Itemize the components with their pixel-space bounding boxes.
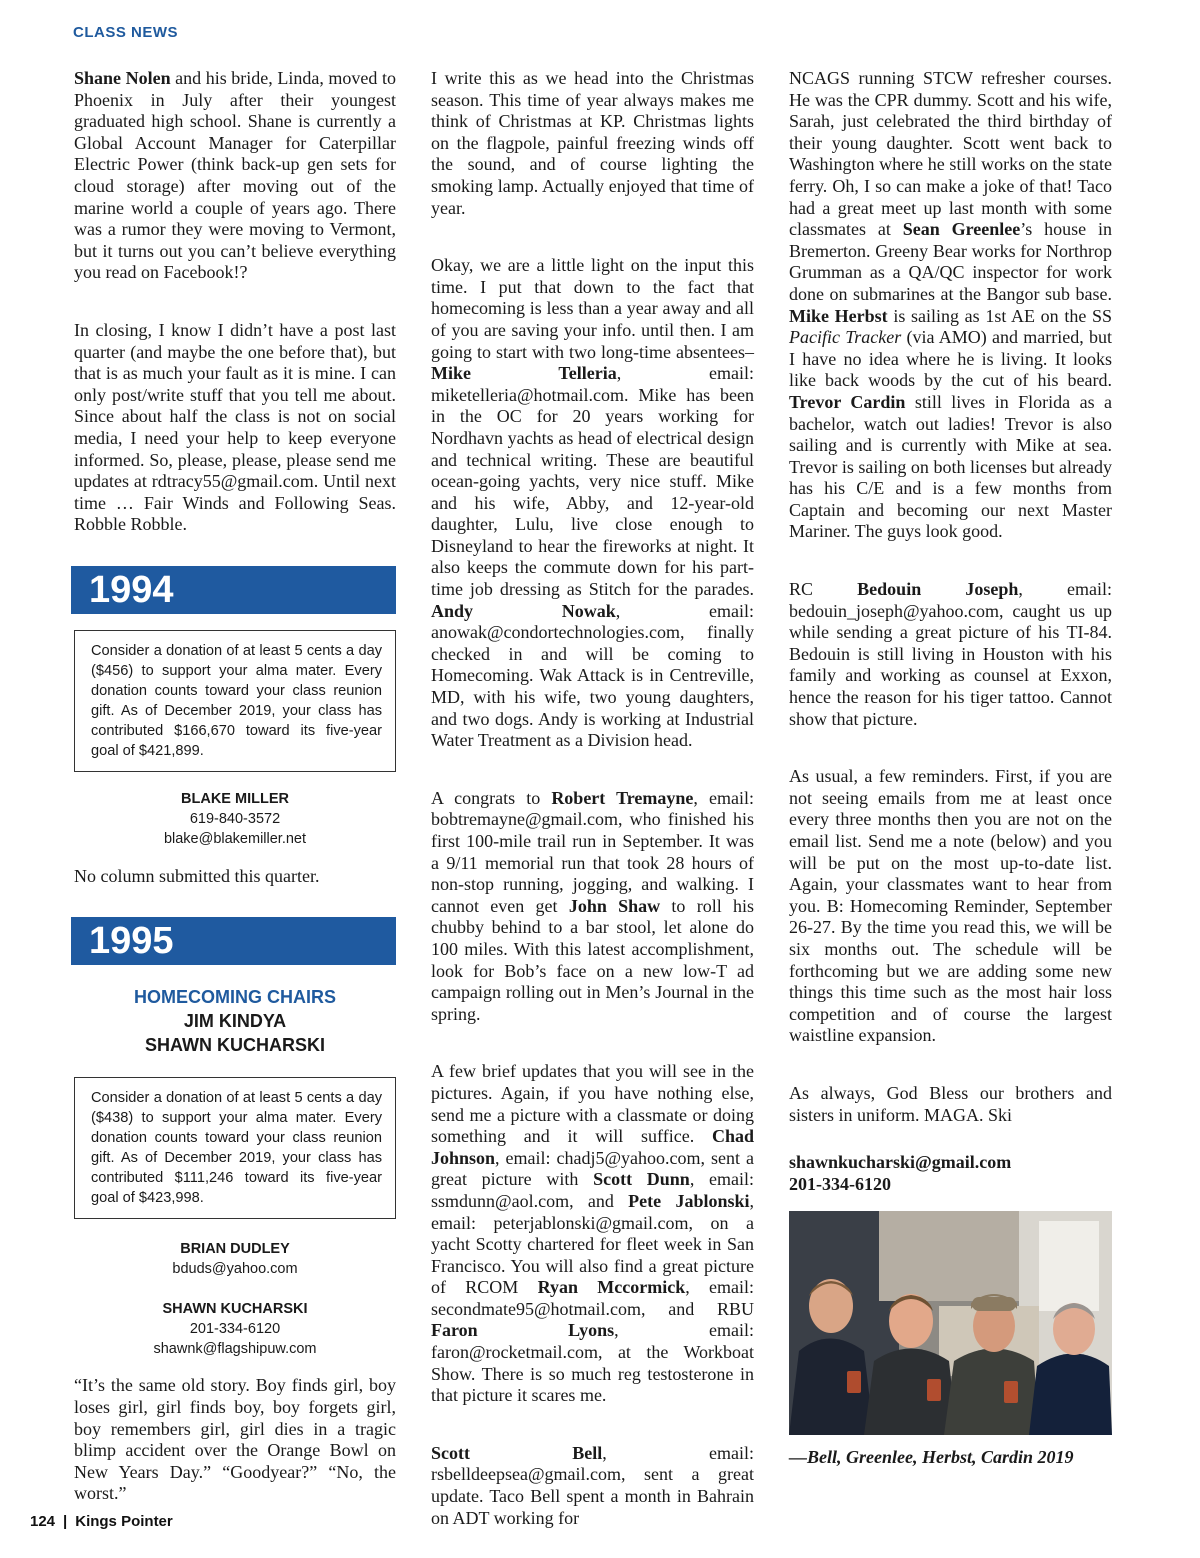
movie-quote: “It’s the same old story. Boy finds girl, boy loses girl, girl finds boy, boy forgets girl, boy remembers girl, girl dies in a tragic blimp accident over the Orange Bowl on New Years Day.” “Goodyear?” “No, the worst.” — [74, 1375, 396, 1504]
paragraph-text: is sailing as 1st AE on the SS — [887, 305, 1113, 326]
paragraph-text: , email: anowak@condortechnologies.com, finally checked in and will be coming to Homecoming. Wak Attack is in Centreville, MD, with his wife, two young daughters, and two dogs. Andy is working at Industrial Water Treatment as a Division head. — [431, 600, 755, 751]
paragraph-text: (via AMO) and married, but I have no idea where he is living. It looks like back woods by the cut of his beard. — [789, 327, 1112, 391]
name-bold: Andy Nowak — [431, 600, 616, 621]
contact-name: BLAKE MILLER — [181, 790, 289, 807]
paragraph-text: to roll his chubby behind to a bar stool, let alone do 100 miles. With this latest accomplishment, look for Bob’s face on a new low-T ad campaign rolling out in Men’s Journal in the spring. — [431, 895, 754, 1024]
column-2 — [431, 68, 754, 1529]
class-1995-section — [74, 917, 396, 1505]
class-1994-section — [74, 566, 396, 888]
name-bold: Chad Johnson — [431, 1126, 754, 1168]
publication-title: Kings Pointer — [75, 1513, 173, 1530]
paragraph-text: NCAGS running STCW refresher courses. He was the CPR dummy. Scott and his wife, Sarah, just celebrated the third birthday of their young daughter. Scott went back to Washington where he still works on the state ferry. Oh, I so can make a joke of that! Taco had a great meet up last month with some classmates at — [789, 68, 1112, 240]
name-bold: Bedouin Joseph — [857, 579, 1019, 600]
paragraph-text: , email: peterjablonski@gmail.com, on a yacht Scotty chartered for fleet week in San Francisco. You will also find a great picture of RCOM — [431, 1190, 754, 1298]
donation-box-1995: Consider a donation of at least 5 cents a day ($438) to support your alma mater. Every donation counts toward your class reunion gift. As of December 2019, your class has contributed $111,246 toward its five-year goal of $423,998. — [74, 1077, 396, 1219]
contact-email: shawnk@flagshipuw.com — [153, 1341, 317, 1358]
year-banner-1994: 1994 — [71, 566, 396, 614]
year-banner-1995: 1995 — [71, 917, 396, 965]
chair-name: SHAWN KUCHARSKI — [145, 1035, 325, 1056]
paragraph-text: A congrats to — [431, 787, 552, 808]
contact-name: BRIAN DUDLEY — [180, 1241, 290, 1258]
paragraph-text: A few brief updates that you will see in the pictures. Again, if you have nothing else, send me a picture with a classmate or doing something and it will suffice. — [431, 1061, 754, 1147]
paragraph-text: , email: chadj5@yahoo.com, sent a great picture with — [431, 1147, 754, 1190]
paragraph-closing: In closing, I know I didn’t have a post last quarter (and maybe the one before that), but that is as much your fault as it is mine. I can only post/write stuff that you tell me about. Since about half the class is not on social media, I need your help to keep everyone informed. So, please, please, please send me updates at rdtracy55@gmail.com. Until next time … Fair Winds and Following Seas. Robble Robble. — [74, 319, 396, 535]
section-label: CLASS NEWS — [73, 24, 179, 41]
paragraph-text: still lives in Florida as a bachelor, watch out ladies! Trevor is also sailing and is currently with Mike at sea. Trevor is sailing on both licenses but already has his C/E and is a few months from Captain and becoming our next Master Mariner. The guys look good. — [789, 391, 1112, 542]
name-bold: John Shaw — [568, 895, 661, 916]
name-bold: Scott Bell — [431, 1442, 603, 1463]
paragraph-christmas: I write this as we head into the Christmas season. This time of year always makes me think of Christmas at KP. Christmas lights on the flagpole, painful freezing winds off the sound, and of course lighting the smoking lamp. Actually enjoyed that time of year. — [431, 68, 754, 218]
name-bold: Mike Telleria — [431, 363, 617, 384]
paragraph-sign-off: As always, God Bless our brothers and sisters in uniform. MAGA. Ski — [789, 1082, 1112, 1125]
paragraph-text: ’s house in Bremerton. Greeny Bear works for Northrop Grumman as a QA/QC inspector for work done on submarines at the Bangor sub base. — [789, 219, 1112, 304]
group-photo — [789, 1211, 1112, 1435]
name-bold: Ryan Mccormick — [537, 1277, 686, 1298]
name-bold: Shane Nolen — [74, 68, 171, 88]
name-bold: Scott Dunn — [593, 1169, 690, 1190]
paragraph-text: RC — [789, 579, 858, 600]
paragraph-updates — [431, 255, 754, 752]
contact-email: bduds@yahoo.com — [172, 1261, 298, 1278]
paragraph-text: and his bride, Linda, moved to Phoenix in July after their youngest graduated high school. Shane is currently a Global Account Manager for Caterpillar Electric Power (think back-up gen sets for cloud storage) after moving out of the marine world a couple of years ago. There was a rumor they were moving to Vermont, but it turns out you can’t believe everything you read on Facebook!? — [74, 68, 396, 283]
contact-email: shawnkucharski@gmail.com — [789, 1152, 1012, 1173]
homecoming-chairs — [74, 985, 396, 1057]
contact-name: SHAWN KUCHARSKI — [162, 1301, 308, 1318]
column-3 — [789, 68, 1112, 1468]
paragraph-bell-continued — [789, 68, 1112, 543]
name-bold: Trevor Cardin — [789, 391, 906, 412]
donation-box-1994: Consider a donation of at least 5 cents a day ($456) to support your alma mater. Every donation counts toward your class reunion gift. As of December 2019, your class has contributed $166,670 toward its five-year goal of $421,899. — [74, 630, 396, 772]
name-bold: Robert Tremayne — [551, 787, 694, 808]
paragraph-text: , email: ssmdunn@aol.com, and — [431, 1169, 755, 1211]
name-bold: Faron Lyons — [431, 1320, 615, 1341]
paragraph-bedouin — [789, 579, 1112, 730]
contact-phone: 201-334-6120 — [789, 1173, 891, 1194]
paragraph-text: , email: faron@rocketmail.com, at the Workboat Show. There is so much reg testosterone in that picture it scares me. — [431, 1320, 754, 1406]
group-photo-image — [789, 1211, 1112, 1435]
chairs-heading: HOMECOMING CHAIRS — [134, 987, 336, 1008]
column-contact — [789, 1152, 1112, 1195]
paragraph-text: , email: miketelleria@hotmail.com. Mike has been in the OC for 20 years working for Nordhavn yachts as head of electrical design and technical writing. These are beautiful ocean-going yachts, very nice stuff. Mike and his wife, Abby, and 12-year-old daughter, Lulu, live close enough to Disneyland to hear the fireworks at night. It also keeps the commute down for his part-time job dressing as Stitch for the parades. — [431, 363, 754, 600]
contact-email: blake@blakemiller.net — [163, 830, 307, 847]
paragraph-tremayne — [431, 788, 754, 1026]
footer-separator: | — [63, 1513, 68, 1530]
chair-name: JIM KINDYA — [183, 1011, 287, 1032]
name-bold: Pete Jablonski — [628, 1190, 750, 1211]
class-contact-1994 — [74, 789, 396, 849]
contact-phone: 619-840-3572 — [189, 810, 281, 827]
class-contact-1995-2 — [74, 1299, 396, 1359]
paragraph-shane-nolen — [74, 68, 396, 284]
paragraph-reminders: As usual, a few reminders. First, if you are not seeing emails from me at least once every three months then you are not on the email list. Send me a note (below) and you will be put on the most up-to-date list. Again, your classmates want to hear from you. B: Homecoming Reminder, September 26-27. By the time you read this, we will be six months out. The schedule will be forthcoming but we are adding some new things this time such as the most hair loss competition and of course the largest waistline expansion. — [789, 766, 1112, 1046]
paragraph-pictures — [431, 1061, 754, 1407]
photo-caption: —Bell, Greenlee, Herbst, Cardin 2019 — [789, 1447, 1074, 1468]
contact-phone: 201-334-6120 — [189, 1321, 281, 1338]
name-bold: Sean Greenlee — [902, 219, 1021, 240]
paragraph-text: , email: rsbelldeepsea@gmail.com, sent a great update. Taco Bell spent a month in Bahrain on ADT working for — [431, 1442, 754, 1528]
no-column-note: No column submitted this quarter. — [74, 865, 320, 886]
paragraph-scott-bell — [431, 1443, 754, 1529]
paragraph-text: , email: secondmate95@hotmail.com, and RBU — [431, 1277, 754, 1319]
class-contact-1995-1 — [74, 1239, 396, 1279]
name-bold: Mike Herbst — [789, 305, 888, 326]
paragraph-text: Okay, we are a little light on the input this time. I put that down to the fact that homecoming is less than a year away and all of you are saving your info. until then. I am going to start with two long-time absentees– — [431, 255, 754, 362]
ship-name: Pacific Tracker — [789, 327, 902, 348]
page-footer — [30, 1513, 173, 1530]
column-1 — [74, 68, 396, 1505]
paragraph-text: , email: bobtremayne@gmail.com, who finished his first 100-mile trail run in September. It was a 9/11 memorial run that took 28 hours of non-stop running, jogging, and walking. I cannot even get — [431, 787, 754, 916]
paragraph-text: , email: bedouin_joseph@yahoo.com, caught us up while sending a great picture of his TI-84. Bedouin is still living in Houston with his family and working as counsel at Exxon, hence the reason for his tiger tattoo. Cannot show that picture. — [789, 579, 1113, 729]
page-number: 124 — [30, 1513, 56, 1530]
